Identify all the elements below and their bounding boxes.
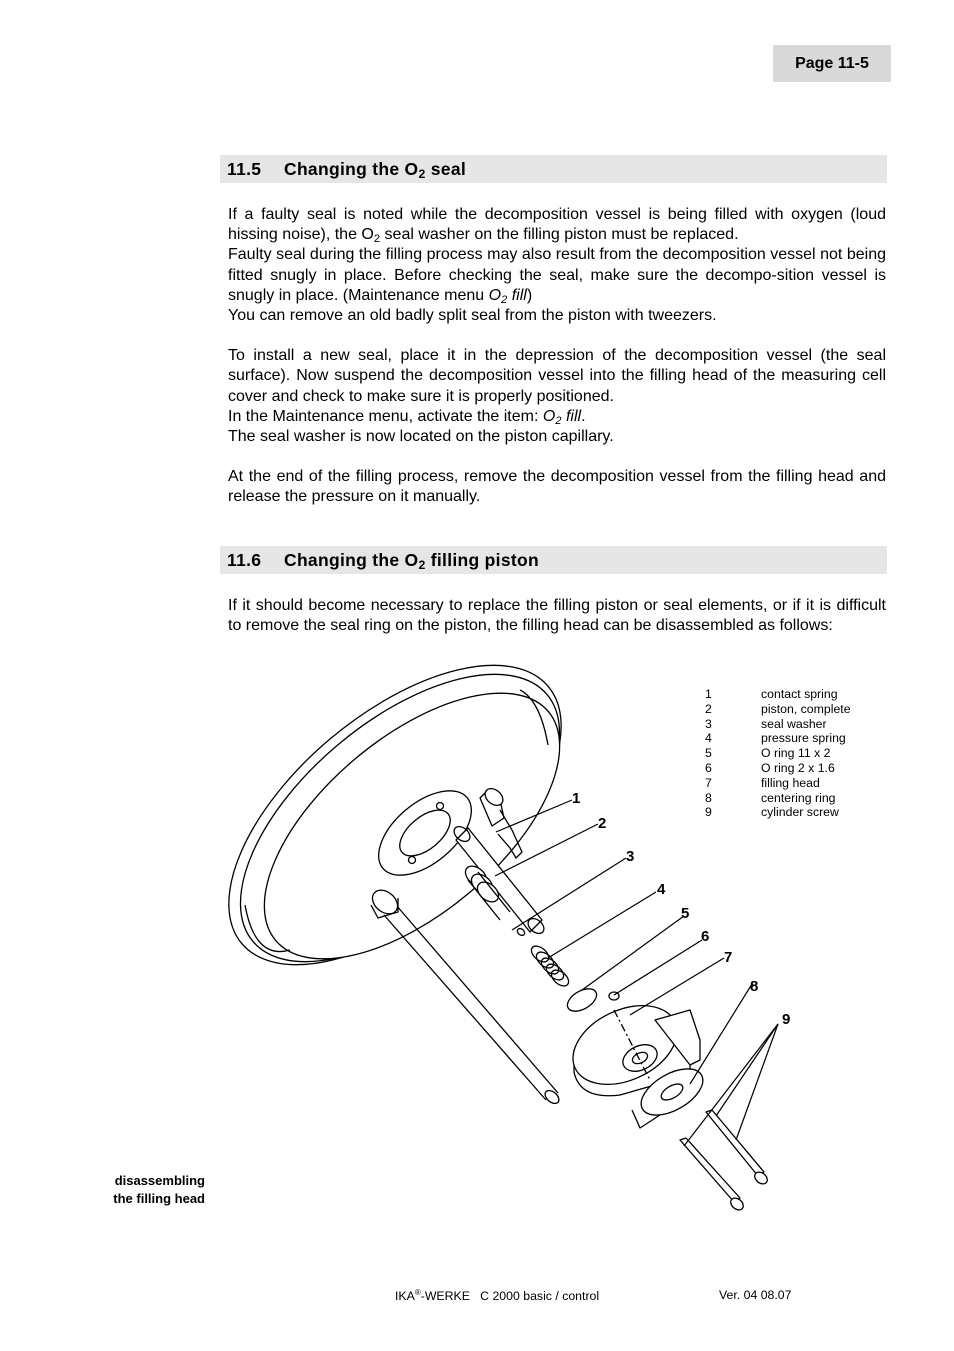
figure-caption: disassembling the filling head [113, 1173, 205, 1206]
paragraph: The seal washer is now located on the piston capillary. [228, 428, 614, 446]
callout-4: 4 [657, 881, 666, 898]
o-ring-11x2 [564, 984, 601, 1016]
callout-numbers [572, 790, 790, 1028]
paragraph: If it should become necessary to replace the filling piston or seal elements, or if it is difficult to remove the seal ring on the piston, the filling head can be disassembled as follows: [228, 597, 886, 635]
legend-item: 9 cylinder screw [705, 805, 839, 820]
legend-item: 8 centering ring [705, 790, 836, 805]
paragraph: To install a new seal, place it in the depression of the decomposition vessel (the seal surface). Now suspend the decomposition vessel into the filling head of the measuring cell cover and check to make sure it is properly positioned. [228, 347, 886, 405]
legend-item: 1 contact spring [705, 687, 838, 701]
parts-legend [705, 687, 851, 820]
pressure-spring [528, 943, 571, 989]
paragraph: Faulty seal during the filling process may also result from the decomposition vessel not being fitted snugly in place. Before checking the seal, make sure the decompo-sition vessel is snugly in place. (Maintenance menu $O_2$ fill) [228, 246, 886, 306]
section-number: 11.6 [227, 549, 262, 570]
section-number: 11.5 [227, 158, 262, 179]
callout-9: 9 [782, 1011, 791, 1028]
legend-item: 5 O ring 11 x 2 [705, 746, 831, 761]
page-number: Page 11-5 [795, 54, 869, 72]
paragraph: You can remove an old badly split seal from the piston with tweezers. [228, 307, 717, 325]
legend-item: 2 piston, complete [705, 701, 851, 716]
footer-version: Ver. 04 08.07 [719, 1288, 792, 1302]
callout-5: 5 [681, 905, 690, 922]
callout-7: 7 [724, 949, 733, 966]
callout-8: 8 [750, 978, 759, 995]
paragraph: If a faulty seal is noted while the decomposition vessel is being filled with oxygen (loud hissing noise), the $O_2$ seal washer on the filling piston must be replaced. [228, 206, 886, 245]
section-title: Changing the $O_2$ filling piston [284, 549, 539, 572]
paragraph: At the end of the filling process, remove the decomposition vessel from the filling head and release the pressure on it manually. [228, 468, 886, 506]
legend-item: 3 seal washer [705, 716, 827, 731]
callout-6: 6 [701, 928, 710, 945]
paragraph: In the Maintenance menu, activate the item: $O_2$ fill. [228, 407, 586, 427]
cylinder-screws [680, 1110, 770, 1212]
leader-lines [495, 800, 778, 1146]
callout-1: 1 [572, 790, 581, 807]
callout-3: 3 [626, 848, 635, 865]
callout-2: 2 [598, 815, 607, 832]
footer-product: IKA®-WERKE C 2000 basic / control [395, 1288, 600, 1304]
legend-item: 6 O ring 2 x 1.6 [705, 760, 835, 775]
legend-item: 4 pressure spring [705, 731, 846, 746]
section-title: Changing the $O_2$ seal [284, 158, 467, 181]
legend-item: 7 filling head [705, 775, 820, 790]
